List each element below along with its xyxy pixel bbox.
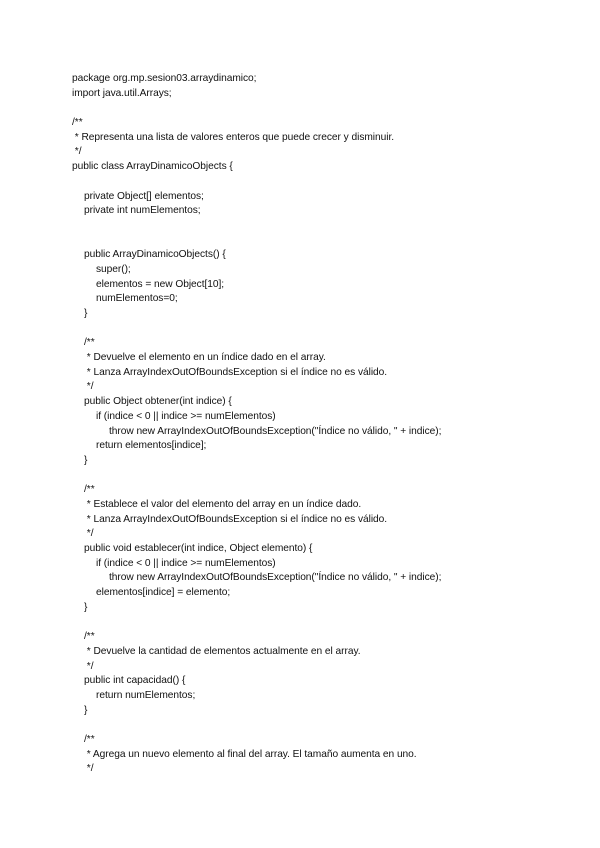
code-line: public Object obtener(int indice) { [84,396,232,408]
code-line: */ [84,528,94,540]
code-line: public void establecer(int indice, Object elemento) { [84,543,313,554]
code-line: * Establece el valor del elemento del array en un índice dado. [84,498,362,510]
java-source-listing [72,72,572,777]
code-line: * Lanza ArrayIndexOutOfBoundsException si el índice no es válido. [84,366,388,378]
code-line: } [84,704,88,716]
blank-line [72,234,572,249]
code-line: import java.util.Arrays; [72,87,172,99]
code-line: */ [84,660,94,672]
code-line: } [84,601,88,613]
code-line: */ [84,763,94,775]
blank-line [72,322,572,337]
code-line: /** [84,337,95,349]
code-line: /** [84,631,95,643]
code-line: return elementos[indice]; [96,440,207,452]
code-line: elementos = new Object[10]; [96,278,225,290]
blank-line [72,101,572,116]
blank-line [72,219,572,234]
code-line: /** [84,733,95,745]
code-line: numElementos=0; [96,293,178,305]
code-line: /** [84,484,95,496]
code-line: } [84,454,88,466]
code-line: */ [84,381,94,393]
code-line: * Devuelve la cantidad de elementos actualmente en el array. [84,645,361,657]
code-line: super(); [96,263,131,275]
code-line: public ArrayDinamicoObjects() { [84,249,226,261]
code-line: return numElementos; [96,689,196,701]
code-line: * Devuelve el elemento en un índice dado en el array. [84,352,326,364]
code-line: */ [72,146,82,158]
code-line: public class ArrayDinamicoObjects { [72,161,233,173]
code-line: package org.mp.sesion03.arraydinamico; [72,73,257,84]
blank-line [72,718,572,733]
code-line: private int numElementos; [84,205,201,217]
code-line: throw new ArrayIndexOutOfBoundsException("Índice no válido, " + indice); [109,572,442,584]
code-line: } [84,308,88,319]
blank-line [72,469,572,484]
blank-line [72,175,572,190]
code-line: * Agrega un nuevo elemento al final del array. El tamaño aumenta en uno. [84,748,417,760]
code-line: * Representa una lista de valores enteros que puede crecer y disminuir. [72,131,395,143]
code-line: if (indice < 0 || indice >= numElementos) [96,557,276,569]
code-line: * Lanza ArrayIndexOutOfBoundsException si el índice no es válido. [84,513,388,525]
code-line: private Object[] elementos; [84,190,204,202]
code-line: public int capacidad() { [84,675,186,687]
code-line: if (indice < 0 || indice >= numElementos) [96,410,276,422]
blank-line [72,615,572,630]
code-line: elementos[indice] = elemento; [96,587,231,599]
code-line: /** [72,117,83,129]
code-line: throw new ArrayIndexOutOfBoundsException("Índice no válido, " + indice); [109,425,442,437]
